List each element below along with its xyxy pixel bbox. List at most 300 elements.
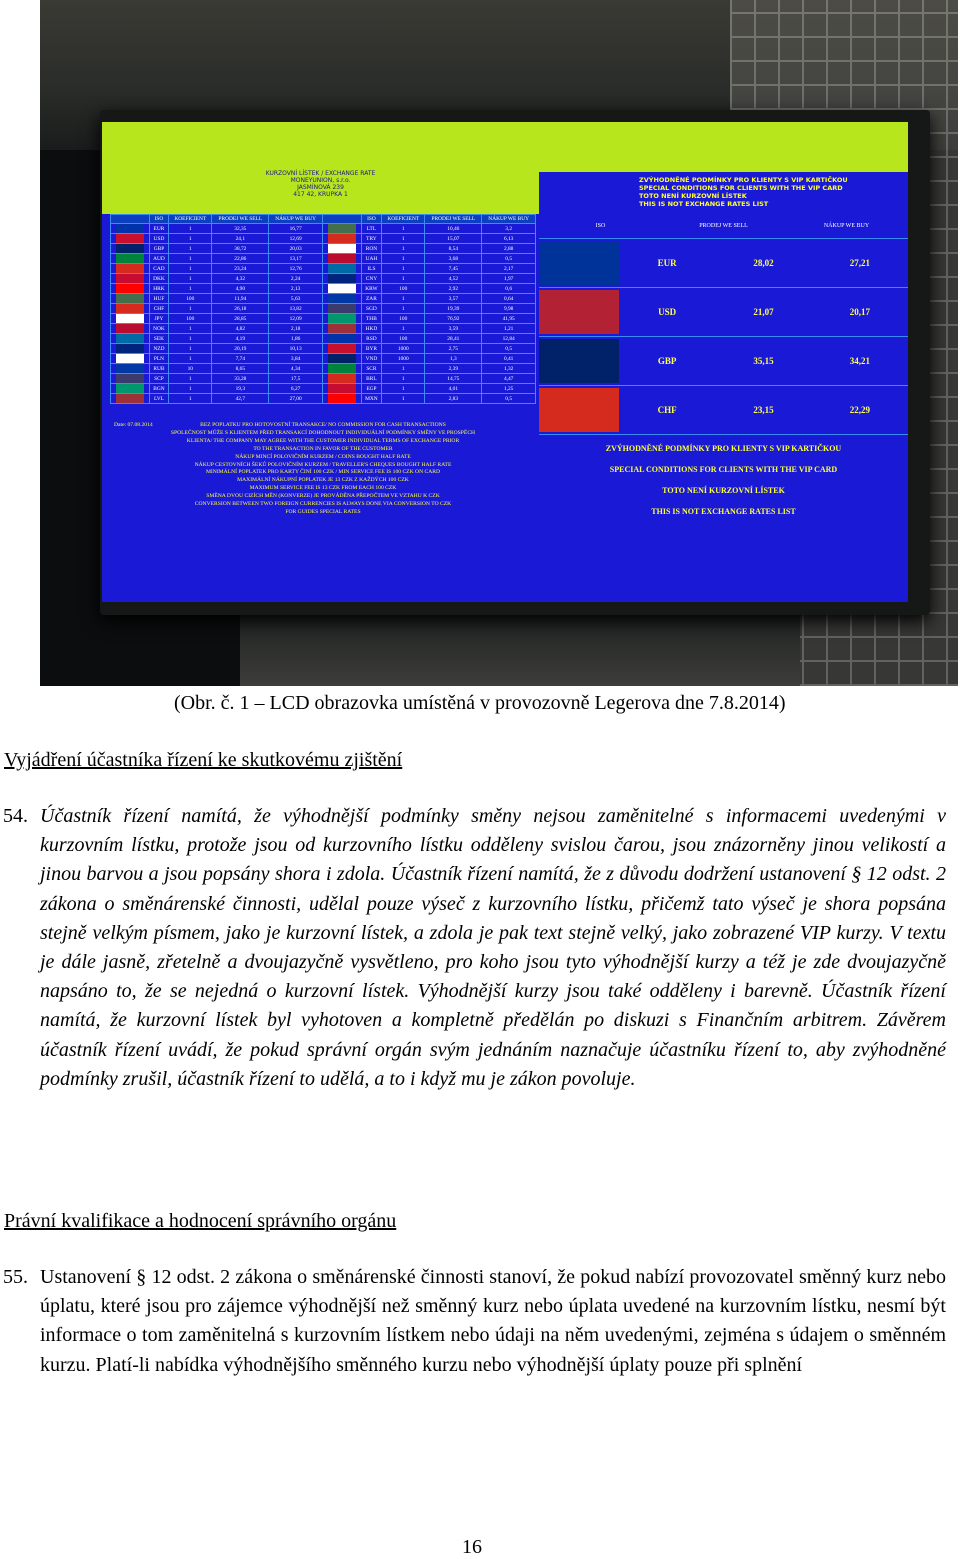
rate-cell: 1 [382,374,425,384]
flag-icon [116,244,144,253]
rate-cell: 16,77 [269,224,323,234]
rate-cell: SCR [361,364,382,374]
rate-cell: SGD [361,304,382,314]
table-row [111,294,536,304]
note-line: FOR GUIDES SPECIAL RATES [285,508,361,515]
rate-cell: 0,41 [482,354,536,364]
vip-row [539,386,908,435]
rate-cell: 6,27 [269,384,323,394]
rate-cell: JPY [149,314,169,324]
lcd-screen [102,122,908,602]
rate-cell: RON [361,244,382,254]
vip-rate-cell: GBP [657,356,677,366]
rate-cell: 1 [382,254,425,264]
note-line: TO THE TRANSACTION IN FAVOR OF THE CUSTOMER [253,445,393,452]
rate-cell: NOK [149,324,169,334]
section-heading-1: Vyjádření účastníka řízení ke skutkovému zjištění [4,749,403,771]
rate-cell: 2,39 [425,364,482,374]
rate-cell: 1 [382,264,425,274]
rate-cell: 4,01 [425,384,482,394]
vip-footer-line: TOTO NENÍ KURZOVNÍ LÍSTEK [662,486,785,495]
rate-cell: 2,13 [269,284,323,294]
rate-cell: 4,34 [269,364,323,374]
flag-icon [322,354,361,364]
flag-icon [328,374,356,383]
flag-icon [328,344,356,353]
rate-cell: CAD [149,264,169,274]
rate-cell: ILS [361,264,382,274]
flag-icon [111,224,150,234]
rate-cell: 1,25 [482,384,536,394]
rate-cell: 12,69 [269,234,323,244]
flag-icon [111,274,150,284]
rate-cell: 2,75 [425,344,482,354]
rate-cell: CHF [149,304,169,314]
rate-cell: 28,85 [212,314,269,324]
flag-icon [116,264,144,273]
rate-cell: 19,39 [425,304,482,314]
rate-cell: 1 [169,264,212,274]
page-number: 16 [462,1536,482,1558]
rate-cell: DKK [149,274,169,284]
rate-cell: VND [361,354,382,364]
vip-column-header-row [539,214,908,239]
rate-cell: 76,92 [425,314,482,324]
rate-cell: RSD [361,334,382,344]
flag-icon [116,344,144,353]
table-row [111,304,536,314]
vip-rate-cell: 34,21 [849,356,870,366]
rate-cell: 10,46 [425,224,482,234]
rate-cell: HUF [149,294,169,304]
rate-cell: 11,94 [212,294,269,304]
rate-cell: 26,18 [212,304,269,314]
flag-icon [328,394,356,403]
flag-icon [116,234,144,243]
rate-table-grid [110,214,536,404]
rate-cell: 1 [169,274,212,284]
paragraph-55 [3,1263,946,1380]
table-row [111,344,536,354]
paragraph-text: Účastník řízení namítá, že výhodnější podmínky směny nejsou zaměnitelné s informacemi uvedenými v kurzovním lístku, protože jsou od kurzovního lístku odděleny svislou čarou, jsou znázorněny jinou velikostí a jinou barvou a jsou popsány shora i zdola. Účastník řízení namítá, že z důvodu dodržení ustanovení § 12 odst. 2 zákona o směnárenské činnosti, udělal pouze výseč z kurzovního lístku, přičemž tato výseč je shora popsána stejně velkým písmem, jako je kurzovní lístek, a zdola je pak text stejně velký, jako zobrazené VIP kurzy. V textu je dále jasně, zřetelně a dvoujazyčně vysvětleno, pro koho jsou tyto výhodnější kurzy a též je zde dvoujazyčně napsáno to, že se nejedná o kurzovní lístek. Výhodnější kurzy jsou také odděleny i barevně. Účastník řízení namítá, že kurzovní lístek byl vyhotoven a kompletně předělán po diskuzi s Finančním arbitrem. Závěrem účastník řízení uvádí, že pokud správní orgán svým jednáním naznačuje účastníku řízení to, aby zvýhodněné podmínky zrušil, účastník řízení to udělá, a to i když mu je zákon povoluje. [40,805,946,1090]
vip-column-header: NÁKUP WE BUY [823,223,870,229]
rate-notes [110,422,536,517]
paragraph-number: 55. [3,1266,28,1288]
flag-icon [328,264,356,273]
flag-icon [322,344,361,354]
table-row [111,384,536,394]
flag-icon [116,384,144,393]
paragraph-text: Ustanovení § 12 odst. 2 zákona o směnárenské činnosti stanoví, že pokud nabízí provozovatel směnný kurz nebo úplatu, které jsou pro zájemce výhodnější než směnný kurz nebo úplata uvedené na kurzovním lístku, nesmí být informace o tom zaměnitelná s kurzovním lístkem nebo údaji na něm uvedenými, zejména s údajem o směnném kurzu. Platí-li nabídka výhodnějšího směnného kurzu nebo výhodnější úplaty pouze při splnění [40,1266,946,1376]
flag-icon [322,224,361,234]
rate-cell: 27,00 [269,394,323,404]
flag-icon [116,314,144,323]
rate-cell: 1 [382,224,425,234]
vip-column-header: ISO [595,223,606,229]
rate-cell: 3,84 [269,354,323,364]
rate-cell: 2,24 [269,274,323,284]
rate-cell: 15,07 [425,234,482,244]
rate-cell: 1 [169,234,212,244]
flag-icon [328,384,356,393]
rate-cell: 4,82 [212,324,269,334]
rate-cell: 4,52 [425,274,482,284]
rate-cell: HKD [361,324,382,334]
rate-cell: 33,28 [212,374,269,384]
flag-icon [322,264,361,274]
rate-cell: 17,5 [269,374,323,384]
rate-cell: AUD [149,254,169,264]
rate-cell: 1 [169,304,212,314]
flag-icon [116,284,144,293]
rate-cell: 0,64 [482,294,536,304]
flag-icon [328,224,356,233]
vip-table [539,214,908,435]
flag-icon [116,224,144,233]
rate-cell: 1 [382,384,425,394]
vip-column-header: PRODEJ WE SELL [699,223,748,229]
flag-icon [116,374,144,383]
rate-cell: 3,57 [425,294,482,304]
flag-icon [328,354,356,363]
rate-cell: 3,2 [482,224,536,234]
rate-cell: 100 [169,294,212,304]
note-line: CONVERSION BETWEEN TWO FOREIGN CURRENCIES IS ALWAYS DONE VIA CONVERSION TO CZK [194,501,452,508]
rate-cell: 12,09 [269,314,323,324]
screen-header-line: MONEYUNION, s.r.o. [290,177,351,184]
flag-icon [116,334,144,343]
rate-cell: 20,03 [269,244,323,254]
flag-icon [111,394,150,404]
flag-icon [322,284,361,294]
rate-cell: MXN [361,394,382,404]
flag-icon [539,388,619,432]
flag-icon [322,324,361,334]
table-row [111,264,536,274]
rate-cell: 100 [169,314,212,324]
rate-cell: 1 [169,384,212,394]
rate-column-header: PRODEJ WE SELL [212,215,269,224]
rate-column-header [322,215,361,224]
vip-footer-line: THIS IS NOT EXCHANGE RATES LIST [651,507,796,516]
flag-icon [322,274,361,284]
flag-icon [322,374,361,384]
rate-cell: 1 [382,324,425,334]
screen-header-line: JASMÍNOVÁ 239 [297,184,344,191]
rate-cell: 2,88 [482,244,536,254]
rate-cell: 1 [169,394,212,404]
rate-cell: 7,45 [425,264,482,274]
flag-icon [111,294,150,304]
note-line: MAXIMÁLNÍ NÁKUPNÍ POPLATEK JE 13 CZK Z KAŽDÝCH 100 CZK [237,477,409,484]
flag-icon [111,354,150,364]
rate-column-header: NÁKUP WE BUY [482,215,536,224]
rate-cell: ZAR [361,294,382,304]
flag-icon [116,394,144,403]
rate-cell: BGN [149,384,169,394]
rate-cell: 1 [169,344,212,354]
vip-header-line: SPECIAL CONDITIONS FOR CLIENTS WITH THE VIP CARD [639,184,843,192]
rate-cell: 0,5 [482,344,536,354]
flag-icon [328,314,356,323]
flag-icon [322,294,361,304]
rate-cell: EGP [361,384,382,394]
flag-icon [322,254,361,264]
rate-cell: 1,97 [482,274,536,284]
rate-cell: 1 [382,294,425,304]
rate-column-header: ISO [149,215,169,224]
rate-cell: 100 [382,314,425,324]
rate-table [110,214,536,404]
vip-rate-cell: 23,15 [753,405,774,415]
flag-icon [111,324,150,334]
rate-cell: 1 [382,364,425,374]
rate-cell: SEK [149,334,169,344]
flag-icon [116,294,144,303]
rate-cell: 10,13 [269,344,323,354]
rate-cell: GBP [149,244,169,254]
flag-icon [111,264,150,274]
note-line: NÁKUP CESTOVNÍCH ŠEKŮ POLOVIČNÍM KURZEM / TRAVELLER'S CHEQUES BOUGHT HALF RATE [194,461,452,468]
rate-cell: RUB [149,364,169,374]
flag-icon [111,384,150,394]
flag-icon [322,244,361,254]
table-row [111,394,536,404]
rate-cell: 9,98 [482,304,536,314]
vip-rate-cell: 27,21 [849,258,870,268]
flag-icon [116,364,144,373]
rate-cell: 1000 [382,354,425,364]
rate-cell: 1,32 [482,364,536,374]
rate-column-header: PRODEJ WE SELL [425,215,482,224]
rate-cell: 100 [382,284,425,294]
flag-icon [111,344,150,354]
flag-icon [111,284,150,294]
vip-footer-line: ZVÝHODNĚNÉ PODMÍNKY PRO KLIENTY S VIP KARTIČKOU [605,444,842,453]
rate-cell: HRK [149,284,169,294]
flag-icon [328,304,356,313]
rate-cell: 1,3 [425,354,482,364]
rate-column-header [111,215,150,224]
flag-icon [111,254,150,264]
rate-cell: 1 [169,334,212,344]
flag-icon [539,339,619,383]
figure-caption: (Obr. č. 1 – LCD obrazovka umístěná v provozovně Legerova dne 7.8.2014) [174,692,786,714]
rate-cell: 2,83 [425,394,482,404]
rate-cell: 41,95 [482,314,536,324]
flag-icon [111,314,150,324]
flag-icon [328,234,356,243]
rate-cell: 1000 [382,344,425,354]
vip-row [539,288,908,337]
flag-icon [328,324,356,333]
vip-rate-cell: 35,15 [753,356,774,366]
paragraph-number: 54. [3,805,28,827]
rate-cell: 19,3 [212,384,269,394]
flag-icon [111,334,150,344]
section-heading-2: Právní kvalifikace a hodnocení správního orgánu [4,1210,397,1232]
rate-cell: 42,7 [212,394,269,404]
flag-icon [116,254,144,263]
rate-cell: 13,17 [269,254,323,264]
rate-cell: 4,90 [212,284,269,294]
flag-icon [322,334,361,344]
vip-rate-cell: 22,29 [849,405,870,415]
paragraph-54 [3,802,946,1094]
rate-cell: 7,74 [212,354,269,364]
rate-cell: 13,82 [269,304,323,314]
flag-icon [116,304,144,313]
rate-cell: 1 [382,274,425,284]
rate-cell: 1 [382,244,425,254]
flag-icon [111,374,150,384]
flag-icon [328,244,356,253]
table-row [111,274,536,284]
flag-icon [539,241,619,285]
flag-icon [328,254,356,263]
vip-rate-cell: 28,02 [753,258,774,268]
rate-cell: BYR [361,344,382,354]
table-row [111,374,536,384]
vip-header-line: THIS IS NOT EXCHANGE RATES LIST [639,200,769,208]
rate-cell: 3,59 [425,324,482,334]
rate-cell: 38,72 [212,244,269,254]
rate-cell: 1 [169,224,212,234]
rate-cell: 4,19 [212,334,269,344]
screen-header-line: KURZOVNÍ LÍSTEK / EXCHANGE RATE [265,170,376,177]
rate-cell: USD [149,234,169,244]
rate-cell: 1 [382,304,425,314]
table-row [111,324,536,334]
rate-column-header: ISO [361,215,382,224]
table-row [111,334,536,344]
rate-cell: 0,6 [482,284,536,294]
flag-icon [111,304,150,314]
table-row [111,354,536,364]
rate-cell: 5,63 [269,294,323,304]
rate-column-header: KOEFICIENT [382,215,425,224]
rate-cell: 1 [382,394,425,404]
rate-cell: THB [361,314,382,324]
rate-cell: 4,47 [482,374,536,384]
rate-cell: 10 [169,364,212,374]
rate-cell: KRW [361,284,382,294]
rate-cell: 1 [169,284,212,294]
vip-header-line: TOTO NENÍ KURZOVNÍ LÍSTEK [639,192,747,200]
rate-cell: 28,41 [425,334,482,344]
note-line: SPOLEČNOST MŮŽE S KLIENTEM PŘED TRANSAKCÍ DOHODNOUT INDIVIDUÁLNÍ PODMÍNKY SMĚNY VE PROSPĚCH [170,429,476,436]
rate-list-header [102,122,539,214]
table-row [111,244,536,254]
rate-cell: 0,5 [482,394,536,404]
flag-icon [322,314,361,324]
rate-column-header: KOEFICIENT [169,215,212,224]
flag-icon [328,364,356,373]
lcd-photo [40,0,958,686]
rate-cell: 20,19 [212,344,269,354]
flag-icon [322,384,361,394]
flag-icon [116,354,144,363]
flag-icon [539,290,619,334]
flag-icon [328,334,356,343]
flag-icon [111,364,150,374]
vip-rate-cell: CHF [657,405,677,415]
rate-cell: PLN [149,354,169,364]
flag-icon [322,234,361,244]
rate-cell: 2,92 [425,284,482,294]
rate-cell: 1 [382,234,425,244]
vip-footer [539,432,908,602]
rate-cell: 1,21 [482,324,536,334]
rate-cell: SCP [149,374,169,384]
rate-cell: UAH [361,254,382,264]
rate-cell: 2,17 [482,264,536,274]
rate-cell: 12,76 [269,264,323,274]
rate-cell: 6,13 [482,234,536,244]
table-row [111,364,536,374]
rate-cell: 4,32 [212,274,269,284]
rate-cell: 3,68 [425,254,482,264]
rate-cell: 8,54 [425,244,482,254]
table-row [111,314,536,324]
rate-cell: LVL [149,394,169,404]
rate-column-header: NÁKUP WE BUY [269,215,323,224]
rate-cell: 100 [382,334,425,344]
flag-icon [322,394,361,404]
table-row [111,234,536,244]
flag-icon [328,274,356,283]
rate-cell: 1 [169,354,212,364]
flag-icon [111,234,150,244]
rate-cell: TRY [361,234,382,244]
rate-cell: 23,24 [212,264,269,274]
note-line: SMĚNA DVOU CIZÍCH MĚN (KONVERZE) JE PROVÁDĚNA PŘEPOČTEM VE VZTAHU K CZK [206,493,440,500]
flag-icon [111,244,150,254]
note-line: MINIMÁLNÍ POPLATEK PRO KARTY ČINÍ 100 CZK / MIN SERVICE FEE IS 100 CZK ON CARD [205,469,441,476]
rate-cell: 1 [169,244,212,254]
rate-cell: CNY [361,274,382,284]
rate-cell: 24,1 [212,234,269,244]
rate-date: Date: 07.08.2014 [114,422,153,428]
vip-footer-line: SPECIAL CONDITIONS FOR CLIENTS WITH THE VIP CARD [609,465,838,474]
rate-cell: 1,86 [269,334,323,344]
note-line: MAXIMUM SERVICE FEE IS 13 CZK FROM EACH 100 CZK [249,485,397,492]
rate-cell: BRL [361,374,382,384]
rate-cell: 2,18 [269,324,323,334]
vip-rate-cell: EUR [657,258,677,268]
rate-cell: NZD [149,344,169,354]
vip-rate-cell: 20,17 [849,307,870,317]
flag-icon [328,284,356,293]
rate-cell: 14,75 [425,374,482,384]
flag-icon [322,364,361,374]
rate-cell: 1 [169,374,212,384]
rate-cell: EUR [149,224,169,234]
vip-rate-cell: USD [658,307,677,317]
note-line: NÁKUP MINCÍ POLOVIČNÍM KURZEM / COINS BOUGHT HALF RATE [235,453,411,460]
photo-stand [240,612,800,686]
rate-cell: LTL [361,224,382,234]
rate-cell: 32,35 [212,224,269,234]
note-line: BEZ POPLATKU PRO HOTOVOSTNÍ TRANSAKCE/ NO COMMISSION FOR CASH TRANSACTIONS [200,422,446,428]
vip-row [539,239,908,288]
rate-cell: 12,84 [482,334,536,344]
flag-icon [116,274,144,283]
note-line: KLIENTA/ THE COMPANY MAY AGREE WITH THE CUSTOMER INDIVIDUAL TERMS OF EXCHANGE PRIOR [186,437,460,444]
rate-cell: 8,65 [212,364,269,374]
flag-icon [116,324,144,333]
rate-cell: 1 [169,254,212,264]
